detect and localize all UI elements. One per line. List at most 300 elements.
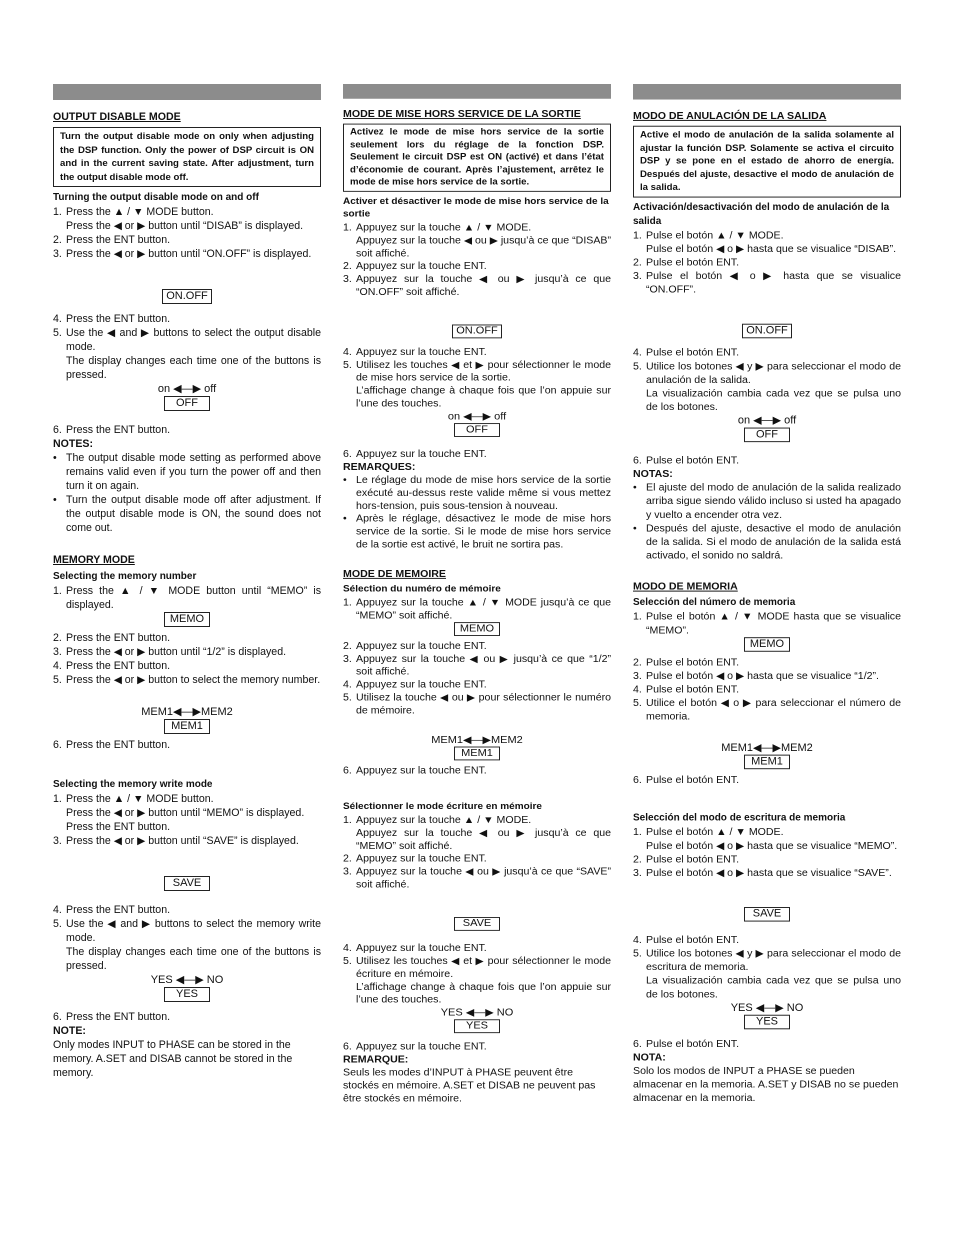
step-number: 4. — [343, 346, 352, 358]
step-text: Appuyez sur la touche ENT. — [356, 346, 487, 358]
selection-flow: on ◀—▶ off — [157, 383, 217, 396]
bullet-mark: • — [53, 494, 57, 507]
step-number: 1. — [633, 610, 642, 623]
bullet-mark: • — [343, 474, 347, 486]
step-text: Appuyez sur la touche ENT. — [356, 942, 487, 954]
step-text: Appuyez sur la touche ENT. — [356, 853, 487, 865]
note-text: Only modes INPUT to PHASE can be stored in the memory. A.SET and DISAB cannot be stored in the memory. — [53, 1039, 293, 1080]
section-heading: MODE DE MEMOIRE — [343, 568, 446, 580]
spacer — [343, 551, 611, 568]
spacer — [633, 724, 901, 741]
subsection-title: Turning the output disable mode on and off — [53, 192, 259, 204]
step-text: Utilice los botones ◀ y ▶ para seleccionar el modo de escritura de memoria. — [646, 947, 901, 973]
step-number — [633, 839, 646, 853]
step-number: 5. — [343, 692, 352, 704]
step-number: 1. — [343, 222, 352, 234]
lcd-display-row — [343, 747, 611, 761]
step-number: 1. — [633, 229, 642, 242]
step-text: Pulse el botón ▲ / ▼ MODE. — [646, 826, 784, 839]
step-text: Pulse el botón ▲ / ▼ MODE hasta que se visualice “MEMO”. — [646, 610, 901, 637]
lcd-display: MEMO — [164, 612, 210, 627]
spacer — [53, 687, 321, 705]
step-number: 5. — [343, 359, 352, 371]
step-number: 3. — [343, 653, 352, 665]
subsection-title: Sélectionner le mode écriture en mémoire — [343, 801, 542, 812]
step-text: Appuyez sur la touche ◀ ou ▶ jusqu’à ce que “ON.OFF” soit affiché. — [356, 273, 611, 298]
step-text: Appuyez sur la touche ENT. — [356, 679, 487, 691]
spacer — [343, 1033, 611, 1040]
step-number: 6. — [343, 764, 352, 777]
instruction-step — [343, 865, 611, 891]
step-text: Use the ◀ and ▶ buttons to select the memory write mode. — [66, 918, 321, 945]
step-text: Appuyez sur la touche ▲ / ▼ MODE. — [356, 222, 532, 234]
spacer — [633, 442, 901, 454]
note-text: Après le réglage, désactivez le mode de mise hors service de la sortie. Si le mode de mise hors service de la sortie est activé, le bruit ne sortira pas. — [356, 513, 611, 551]
lcd-display-row — [53, 612, 321, 627]
step-number: 6. — [343, 1041, 352, 1053]
selection-flow: YES ◀—▶ NO — [730, 1002, 804, 1014]
step-number: 1. — [53, 206, 62, 219]
step-text: Utilisez les touches ◀ et ▶ pour sélectionner le mode écriture en mémoire. — [356, 955, 611, 980]
step-number: 6. — [53, 1011, 62, 1024]
step-number: 3. — [343, 273, 352, 285]
step-number: 5. — [343, 955, 352, 967]
instruction-step — [633, 656, 901, 670]
step-number: 6. — [633, 454, 642, 467]
step-number: 2. — [633, 656, 642, 669]
lcd-display-row — [53, 396, 321, 411]
instruction-step — [633, 696, 901, 723]
boxed-caution: Turn the output disable mode on only when adjusting the DSP function. Only the power of DSP circuit is ON and in the current saving state. After adjustment, turn the output disable mode off. — [53, 127, 321, 187]
section-heading: OUTPUT DISABLE MODE — [53, 111, 181, 123]
step-number: 4. — [633, 683, 642, 696]
instruction-step — [53, 233, 321, 247]
spacer — [343, 299, 611, 325]
step-text: Pulse el botón ENT. — [646, 1038, 740, 1050]
step-number: 3. — [633, 270, 642, 282]
step-text: Press the ENT button. — [66, 739, 171, 752]
step-text: Press the ◀ or ▶ button until “ON.OFF” is displayed. — [66, 248, 312, 261]
step-text: Utilisez la touche ◀ ou ▶ pour sélectionner le numéro de mémoire. — [356, 692, 611, 717]
step-text: Press the ◀ or ▶ button until “1/2” is displayed. — [66, 646, 287, 659]
instruction-step — [633, 773, 901, 787]
instruction-step — [633, 947, 901, 974]
step-text: Press the ENT button. — [66, 821, 171, 834]
instruction-step — [53, 792, 321, 806]
step-text: Pulse el botón ENT. — [646, 683, 740, 696]
instruction-step — [343, 852, 611, 865]
lcd-display-row — [53, 289, 321, 304]
bullet-mark: • — [633, 481, 637, 494]
note-item — [633, 481, 901, 522]
section-header-bar — [53, 84, 321, 100]
step-text: Appuyez sur la touche ▲ / ▼ MODE. — [356, 814, 532, 826]
step-text: Press the ◀ or ▶ button to select the memory number. — [66, 674, 321, 687]
instruction-step — [343, 260, 611, 273]
step-number: 3. — [633, 670, 642, 682]
spacer — [343, 437, 611, 448]
step-number: 2. — [53, 632, 62, 645]
instruction-step — [53, 917, 321, 945]
lcd-display: MEM1 — [454, 747, 500, 761]
step-text: Pulse el botón ▲ / ▼ MODE. — [646, 229, 784, 242]
instruction-step — [343, 234, 611, 260]
lcd-display: YES — [164, 987, 210, 1002]
step-text: Pulse el botón ◀ o ▶ hasta que se visualice “SAVE”. — [646, 867, 892, 879]
instruction-step — [53, 631, 321, 645]
note-text: Turn the output disable mode off after adjustment. If the output disable mode is ON, the sound does not come out. — [66, 494, 321, 535]
step-text: Appuyez sur la touche ENT. — [356, 640, 487, 652]
step-number: 6. — [53, 739, 62, 752]
lcd-display: YES — [454, 1019, 500, 1033]
step-number — [633, 242, 646, 256]
step-text: Appuyez sur la touche ◀ ou ▶ jusqu’à ce que “DISAB” soit affiché. — [356, 235, 611, 260]
instruction-step — [343, 942, 611, 955]
selection-flow: YES ◀—▶ NO — [440, 1007, 514, 1019]
lcd-display-row — [343, 324, 611, 338]
step-number: 4. — [53, 904, 62, 917]
lcd-display-row — [633, 907, 901, 922]
instruction-step — [53, 903, 321, 917]
instruction-step — [633, 683, 901, 697]
lcd-display-row — [343, 1019, 611, 1033]
note-item — [53, 451, 321, 493]
instruction-step — [343, 653, 611, 679]
step-number: 5. — [633, 947, 642, 960]
lcd-display: MEM1 — [744, 755, 790, 770]
instruction-step — [633, 454, 901, 468]
step-text: Press the ENT button. — [66, 904, 171, 917]
step-number: 4. — [633, 934, 642, 946]
lcd-display-row — [53, 876, 321, 891]
subsection-title: Sélection du numéro de mémoire — [343, 584, 501, 595]
lcd-display: ON.OFF — [452, 324, 502, 338]
note-text: The output disable mode setting as performed above remains valid even if you turn the power off and then turn it on again. — [66, 452, 321, 493]
notes-heading: NOTES: — [53, 438, 94, 451]
instruction-step — [53, 820, 321, 834]
step-text: Press the ▲ / ▼ MODE button. — [66, 206, 214, 219]
subsection-title: Activer et désactiver le mode de mise hors service de la sortie — [343, 196, 609, 220]
step-text: Pulse el botón ENT. — [646, 934, 740, 946]
subsection-title: Selección del número de memoria — [633, 597, 796, 609]
step-number: 5. — [53, 918, 62, 931]
step-text: Pulse el botón ENT. — [646, 774, 740, 786]
spacer — [633, 787, 901, 810]
display-change-note: L’affichage change à chaque fois que l’on appuie sur l’une des touches. — [356, 981, 611, 1006]
lcd-display: YES — [744, 1015, 790, 1030]
step-number: 5. — [633, 360, 642, 373]
step-text: Utilisez les touches ◀ et ▶ pour sélectionner le mode de mise hors service de la sortie. — [356, 359, 611, 384]
subsection-title: Selecting the memory number — [53, 571, 197, 583]
step-number: 1. — [53, 793, 62, 806]
lcd-display: SAVE — [164, 876, 210, 891]
lcd-display: SAVE — [744, 907, 790, 922]
lcd-display-row — [633, 428, 901, 443]
lcd-display-row — [633, 324, 901, 339]
step-number: 6. — [53, 424, 62, 437]
step-text: Press the ENT button. — [66, 660, 171, 673]
bullet-mark: • — [633, 522, 637, 535]
instruction-step — [53, 584, 321, 612]
spacer — [343, 931, 611, 942]
step-number: 2. — [343, 260, 352, 272]
instruction-step — [53, 645, 321, 659]
spacer — [53, 261, 321, 289]
spacer — [343, 777, 611, 799]
note-text: Seuls les modes d’INPUT à PHASE peuvent être stockés en mémoire. A.SET et DISAB ne peuvent pas être stockés en mémoire. — [343, 1067, 596, 1105]
selection-flow: YES ◀—▶ NO — [150, 974, 224, 987]
lcd-display: MEMO — [744, 637, 790, 652]
step-text: Appuyez sur la touche ENT. — [356, 448, 487, 460]
step-number: 3. — [343, 866, 352, 878]
display-change-note: The display changes each time one of the buttons is pressed. — [66, 946, 321, 973]
step-number: 1. — [343, 814, 352, 826]
spacer — [633, 922, 901, 934]
step-text: Appuyez sur la touche ◀ ou ▶ jusqu’à ce que “SAVE” soit affiché. — [356, 866, 611, 891]
note-heading: NOTA: — [633, 1051, 666, 1064]
spacer — [633, 1029, 901, 1037]
step-number: 4. — [53, 313, 62, 326]
step-text: Appuyez sur la touche ENT. — [356, 1041, 487, 1053]
step-text: Press the ◀ or ▶ button until “SAVE” is displayed. — [66, 835, 299, 848]
subsection-title: Selección del modo de escritura de memoria — [633, 812, 846, 824]
step-text: Appuyez sur la touche ENT. — [356, 260, 487, 272]
step-text: Appuyez sur la touche ▲ / ▼ MODE jusqu’à ce que “MEMO” soit affiché. — [356, 597, 611, 622]
step-number: 5. — [53, 674, 62, 687]
boxed-caution: Activez le mode de mise hors service de la sortie seulement lors du réglage de la fonction DSP. Seulement le circuit DSP est ON (activé) et dans l’état d’économie de courant. Après l’ajustement, arrêtez le mode de mise hors service de la sortie. — [343, 124, 611, 192]
instruction-step — [53, 673, 321, 687]
display-change-note: The display changes each time one of the buttons is pressed. — [66, 355, 321, 382]
step-number: 1. — [53, 585, 62, 598]
step-number: 5. — [53, 327, 62, 340]
step-text: Appuyez sur la touche ◀ ou ▶ jusqu’à ce que “MEMO” soit affiché. — [356, 827, 611, 852]
lcd-display: OFF — [744, 428, 790, 443]
step-number — [343, 234, 356, 260]
bullet-mark: • — [343, 513, 347, 525]
step-number: 1. — [633, 826, 642, 839]
lcd-display-row — [343, 622, 611, 636]
selection-flow: on ◀—▶ off — [447, 411, 507, 423]
step-number: 4. — [343, 942, 352, 954]
spacer — [53, 752, 321, 776]
instruction-step — [343, 359, 611, 385]
step-text: Press the ◀ or ▶ button until “MEMO” is displayed. — [66, 807, 305, 820]
instruction-step — [343, 955, 611, 981]
step-text: Pulse el botón ENT. — [646, 656, 740, 669]
display-change-note: L’affichage change à chaque fois que l’on appuie sur l’une des touches. — [356, 385, 611, 410]
note-item — [343, 474, 611, 513]
step-text: Pulse el botón ◀ o ▶ hasta que se visualice “MEMO”. — [646, 840, 898, 852]
lcd-display-row — [53, 987, 321, 1002]
instruction-step — [633, 1037, 901, 1051]
spacer — [53, 848, 321, 876]
spacer — [53, 1002, 321, 1010]
instruction-step — [343, 448, 611, 461]
notes-heading: REMARQUES: — [343, 461, 416, 473]
instruction-step — [343, 814, 611, 827]
step-text: Pulse el botón ◀ o ▶ hasta que se visualice “1/2”. — [646, 670, 880, 682]
step-number: 4. — [53, 660, 62, 673]
step-number — [343, 827, 356, 853]
step-number: 1. — [343, 597, 352, 609]
instruction-step — [633, 269, 901, 296]
note-text: Solo los modos de INPUT a PHASE se pueden almacenar en la memoria. A.SET y DISAB no se pueden almacenar en la memoria. — [633, 1065, 899, 1104]
lcd-display: ON.OFF — [742, 324, 792, 339]
step-number — [53, 806, 66, 820]
step-number: 2. — [633, 256, 642, 269]
section-header-bar — [343, 84, 611, 99]
instruction-step — [633, 853, 901, 867]
step-text: Press the ENT button. — [66, 424, 171, 437]
instruction-step — [53, 1010, 321, 1024]
step-number: 5. — [633, 697, 642, 709]
column-en — [53, 84, 321, 1080]
spacer — [633, 297, 901, 324]
note-item — [633, 522, 901, 563]
spacer — [633, 880, 901, 907]
instruction-step — [343, 221, 611, 234]
step-text: Press the ENT button. — [66, 1011, 171, 1024]
lcd-display-row — [343, 917, 611, 931]
instruction-step — [343, 764, 611, 777]
step-text: Press the ENT button. — [66, 313, 171, 326]
lcd-display: MEMO — [454, 622, 500, 636]
step-text: Pulse el botón ◀ o ▶ hasta que se visualice “DISAB”. — [646, 243, 897, 255]
spacer — [343, 338, 611, 345]
step-number: 2. — [343, 853, 352, 865]
step-number: 6. — [633, 774, 642, 786]
step-text: Pulse el botón ENT. — [646, 346, 740, 359]
step-text: Press the ENT button. — [66, 234, 171, 247]
step-number: 4. — [633, 346, 642, 359]
selection-flow: on ◀—▶ off — [737, 414, 797, 427]
step-text: Appuyez sur la touche ENT. — [356, 764, 487, 777]
lcd-display-row — [343, 423, 611, 437]
section-heading: MODE DE MISE HORS SERVICE DE LA SORTIE — [343, 108, 581, 120]
step-number: 4. — [343, 679, 352, 691]
step-text: Appuyez sur la touche ◀ ou ▶ jusqu’à ce que “1/2” soit affiché. — [356, 653, 611, 678]
lcd-display-row — [633, 755, 901, 770]
section-heading: MODO DE MEMORIA — [633, 580, 738, 593]
spacer — [633, 338, 901, 346]
section-heading: MEMORY MODE — [53, 554, 135, 567]
spacer — [633, 562, 901, 579]
instruction-step — [343, 678, 611, 691]
instruction-step — [53, 659, 321, 673]
column-es — [633, 84, 901, 1105]
display-change-note: La visualización cambia cada vez que se pulsa uno de los botones. — [646, 387, 901, 413]
spacer — [53, 411, 321, 423]
step-number: 3. — [53, 646, 62, 659]
step-number: 2. — [53, 234, 62, 247]
instruction-step — [633, 360, 901, 387]
instruction-step — [53, 806, 321, 820]
selection-flow: MEM1◀—▶MEM2 — [431, 734, 523, 746]
step-text: Press the ▲ / ▼ MODE button until “MEMO” is displayed. — [66, 585, 321, 612]
instruction-step — [343, 827, 611, 853]
step-number: 6. — [633, 1038, 642, 1050]
step-text: Press the ◀ or ▶ button until “DISAB” is displayed. — [66, 220, 304, 233]
step-number: 3. — [53, 248, 62, 261]
instruction-step — [343, 596, 611, 622]
note-item — [53, 493, 321, 535]
lcd-display: ON.OFF — [162, 289, 212, 304]
notes-heading: NOTAS: — [633, 468, 673, 480]
step-number: 3. — [53, 835, 62, 848]
step-number: 2. — [633, 853, 642, 866]
instruction-step — [53, 312, 321, 326]
section-header-bar — [633, 84, 901, 100]
spacer — [53, 891, 321, 903]
instruction-step — [343, 691, 611, 717]
instruction-step — [633, 256, 901, 270]
note-heading: NOTE: — [53, 1025, 86, 1038]
instruction-step — [53, 326, 321, 354]
selection-flow: MEM1◀—▶MEM2 — [721, 741, 813, 754]
spacer — [343, 717, 611, 734]
note-text: Le réglage du mode de mise hors service de la sortie exécuté au-dessus reste valide même si vous mettez hors-tension, puis sous-tension à nouveau. — [356, 474, 611, 512]
instruction-step — [633, 866, 901, 880]
instruction-step — [633, 242, 901, 256]
instruction-step — [53, 738, 321, 752]
lcd-display-row — [633, 1015, 901, 1030]
note-text: El ajuste del modo de anulación de la salida realizado arriba sigue siendo válido incluso si usted ha apagado y vuelto a encender otra vez. — [646, 481, 901, 521]
instruction-step — [633, 825, 901, 839]
instruction-step — [53, 247, 321, 261]
display-change-note: La visualización cambia cada vez que se pulsa uno de los botones. — [646, 974, 901, 1001]
spacer — [53, 535, 321, 553]
note-item — [343, 512, 611, 551]
bullet-mark: • — [53, 452, 57, 465]
step-text: Pulse el botón ENT. — [646, 454, 740, 467]
instruction-step — [633, 669, 901, 683]
lcd-display-row — [53, 719, 321, 734]
step-text: Utilice los botones ◀ y ▶ para seleccionar el modo de anulación de la salida. — [646, 360, 901, 386]
instruction-step — [633, 933, 901, 947]
step-number — [53, 219, 66, 233]
step-number: 2. — [343, 640, 352, 652]
lcd-display: OFF — [454, 423, 500, 437]
subsection-title: Selecting the memory write mode — [53, 779, 213, 791]
note-heading: REMARQUE: — [343, 1054, 409, 1066]
instruction-step — [343, 346, 611, 359]
instruction-step — [633, 610, 901, 637]
column-fr — [343, 84, 611, 1105]
instruction-step — [53, 219, 321, 233]
section-heading: MODO DE ANULACIÓN DE LA SALIDA — [633, 110, 827, 122]
note-text: Después del ajuste, desactive el modo de anulación de la salida. Si el modo de anulación de la salida está activado, el sonido no saldrá. — [646, 522, 901, 562]
spacer — [343, 891, 611, 917]
step-text: Press the ENT button. — [66, 632, 171, 645]
step-text: Use the ◀ and ▶ buttons to select the output disable mode. — [66, 327, 321, 354]
lcd-display-row — [633, 637, 901, 652]
step-text: Pulse el botón ◀ o ▶ hasta que se visualice “ON.OFF”. — [646, 270, 901, 296]
lcd-display: SAVE — [454, 917, 500, 931]
instruction-step — [53, 205, 321, 219]
instruction-step — [343, 273, 611, 299]
selection-flow: MEM1◀—▶MEM2 — [141, 706, 233, 719]
instruction-step — [633, 346, 901, 360]
boxed-caution: Active el modo de anulación de la salida solamente al ajustar la función DSP. Solamente se activa el circuito DSP y se pone en el estado de ahorro de energía. Después del ajuste, desactive el modo de anulación de la salida. — [633, 126, 901, 198]
lcd-display: OFF — [164, 396, 210, 411]
instruction-step — [53, 423, 321, 437]
instruction-step — [633, 839, 901, 853]
step-text: Pulse el botón ENT. — [646, 853, 740, 866]
instruction-step — [53, 834, 321, 848]
instruction-step — [343, 1040, 611, 1053]
subsection-title: Activación/desactivación del modo de anulación de la salida — [633, 202, 890, 227]
step-number — [53, 820, 66, 834]
